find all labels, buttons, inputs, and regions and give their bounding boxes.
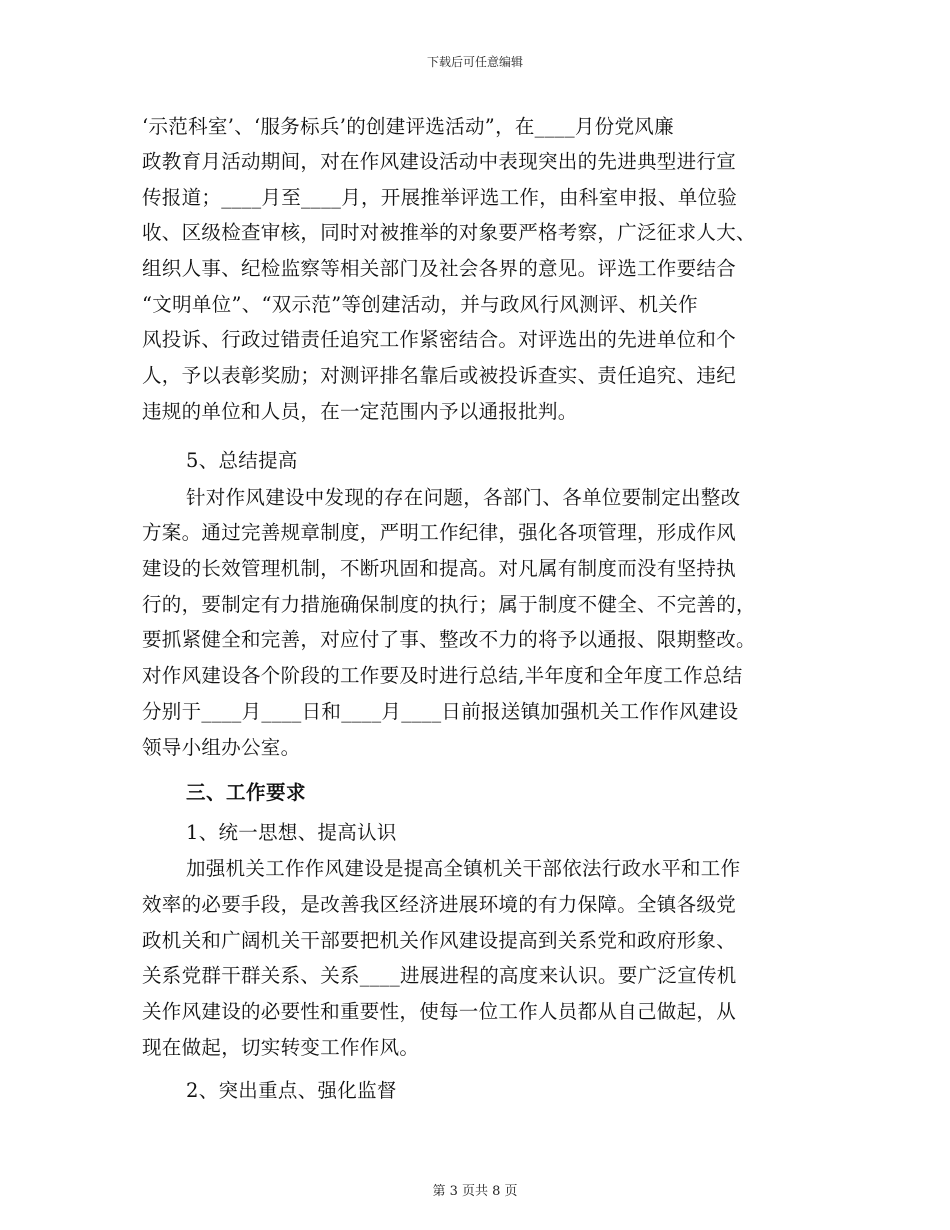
- paragraph-line: 违规的单位和人员，在一定范围内予以通报批判。: [142, 400, 578, 423]
- paragraph-line: 组织人事、纪检监察等相关部门及社会各界的意见。评选工作要结合: [142, 257, 737, 280]
- paragraph-line: 收、区级检查审核，同时对被推举的对象要严格考察，广泛征求人大、: [142, 221, 756, 244]
- paragraph-line: 针对作风建设中发现的存在问题，各部门、各单位要制定出整改: [186, 486, 741, 509]
- paragraph-line: 风投诉、行政过错责任追究工作紧密结合。对评选出的先进单位和个: [142, 328, 737, 351]
- paragraph-line: 政机关和广阔机关干部要把机关作风建设提高到关系党和政府形象、: [142, 929, 737, 952]
- paragraph-line: 政教育月活动期间，对在作风建设活动中表现突出的先进典型进行宣: [142, 150, 737, 173]
- paragraph-line: 加强机关工作作风建设是提高全镇机关干部依法行政水平和工作: [186, 857, 741, 880]
- paragraph-line: 传报道；____月至____月，开展推举评选工作，由科室申报、单位验: [142, 186, 738, 209]
- paragraph-line: ‘示范科室’、‘服务标兵’的创建评选活动”，在____月份党风廉: [142, 115, 674, 138]
- paragraph-line: 行的，要制定有力措施确保制度的执行；属于制度不健全、不完善的，: [142, 593, 756, 616]
- paragraph-line: 对作风建设各个阶段的工作要及时进行总结,半年度和全年度工作总结: [142, 664, 743, 687]
- paragraph-line: 现在做起，切实转变工作作风。: [142, 1036, 420, 1059]
- paragraph-line: 要抓紧健全和完善，对应付了事、整改不力的将予以通报、限期整改。: [142, 628, 756, 651]
- paragraph-line: 建设的长效管理机制，不断巩固和提高。对凡属有制度而没有坚持执: [142, 557, 737, 580]
- page-footer: 第 3 页共 8 页: [432, 1184, 518, 1199]
- section-title: 三、工作要求: [186, 781, 307, 804]
- paragraph-line: 人，予以表彰奖励；对测评排名靠后或被投诉查实、责任追究、违纪: [142, 364, 737, 387]
- section-heading: 2、突出重点、强化监督: [186, 1079, 397, 1102]
- paragraph-line: 方案。通过完善规章制度，严明工作纪律，强化各项管理，形成作风: [142, 521, 737, 544]
- paragraph-line: 关系党群干群关系、关系____进展进程的高度来认识。要广泛宣传机: [142, 964, 737, 987]
- page-header: 下载后可任意编辑: [426, 55, 523, 69]
- paragraph-line: 领导小组办公室。: [142, 736, 301, 759]
- paragraph-line: 关作风建设的必要性和重要性，使每一位工作人员都从自己做起，从: [142, 1000, 737, 1023]
- section-heading: 5、总结提高: [186, 449, 298, 472]
- paragraph-line: 效率的必要手段，是改善我区经济进展环境的有力保障。全镇各级党: [142, 893, 737, 916]
- paragraph-line: “文明单位”、“双示范”等创建活动，并与政风行风测评、机关作: [142, 293, 698, 316]
- section-heading: 1、统一思想、提高认识: [186, 821, 397, 844]
- paragraph-line: 分别于____月____日和____月____日前报送镇加强机关工作作风建设: [142, 700, 739, 723]
